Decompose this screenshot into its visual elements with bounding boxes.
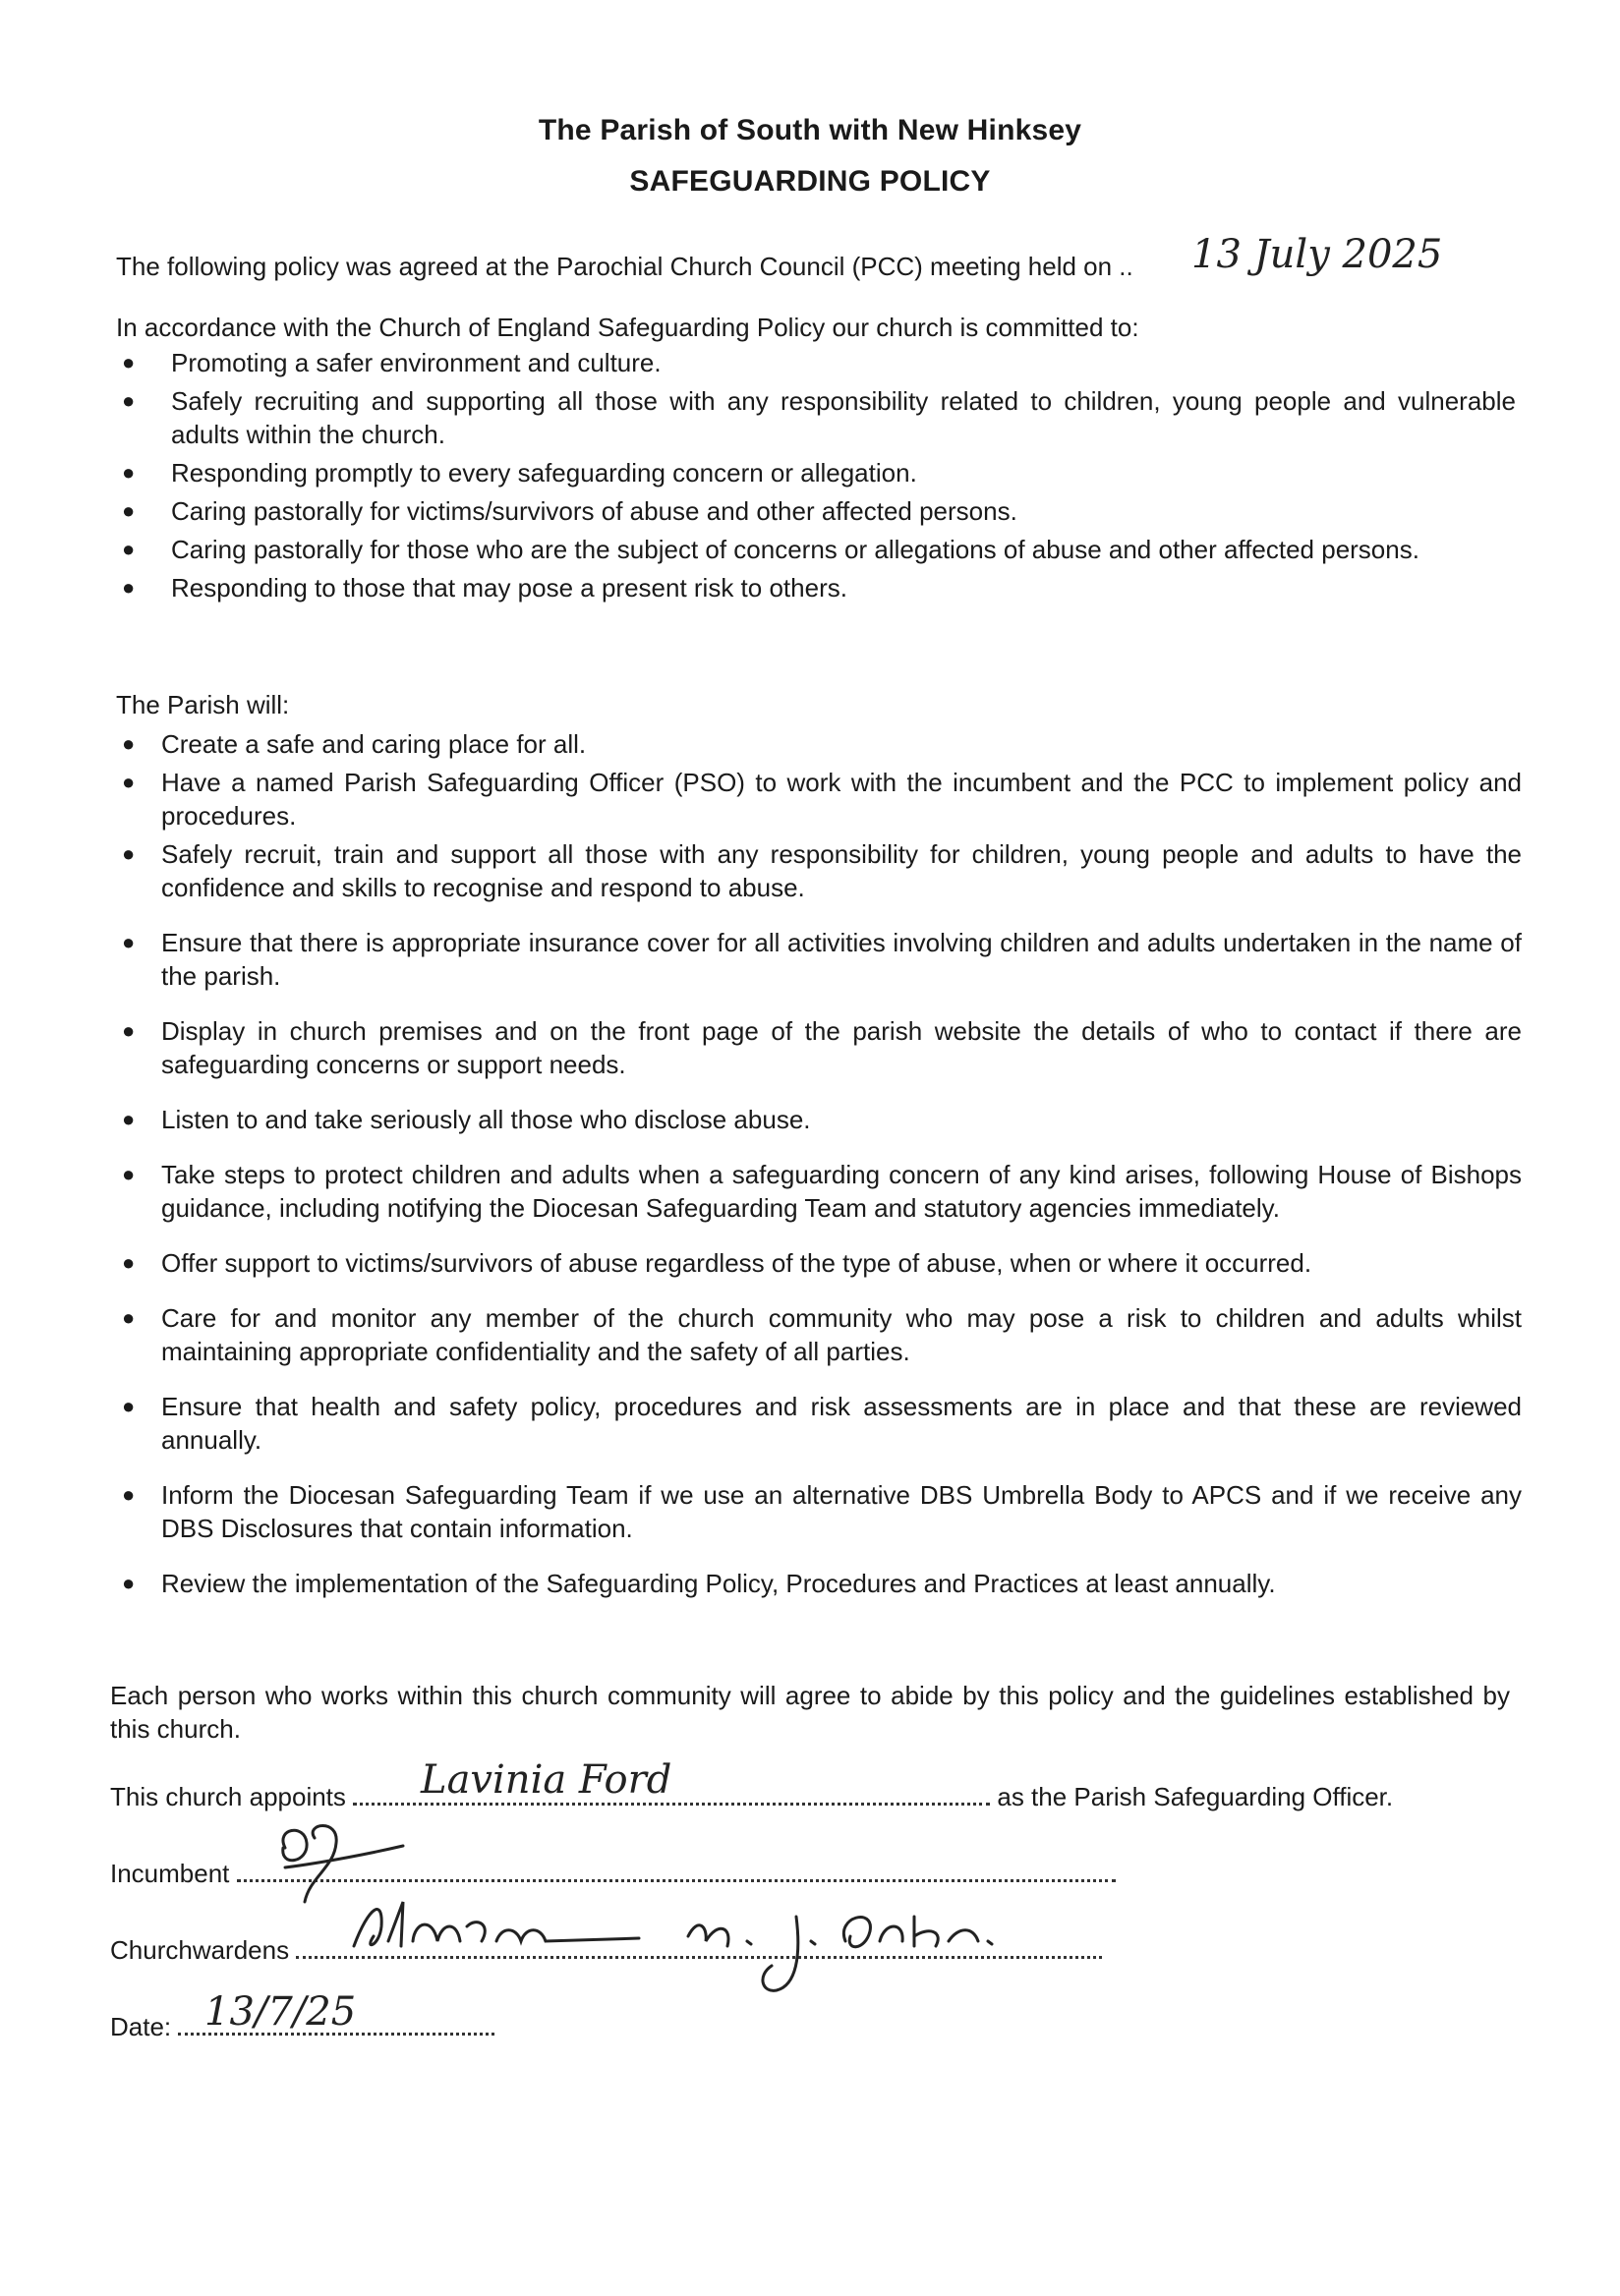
bullet-icon: ●	[122, 1571, 136, 1595]
churchwarden-signature-2	[678, 1897, 1012, 2005]
churchwardens-label: Churchwardens	[110, 1935, 290, 1965]
date-label: Date:	[110, 2012, 172, 2041]
appoints-prefix: This church appoints	[110, 1782, 346, 1811]
list-item: ● Caring pastorally for victims/survivors of abuse and other affected persons.	[122, 496, 1017, 526]
bullet-icon: ●	[122, 770, 136, 794]
list-item: ● Review the implementation of the Safeguarding Policy, Procedures and Practices at least annually.	[122, 1569, 1276, 1598]
parish-title: The Parish of South with New Hinksey	[538, 114, 1082, 146]
parish-will-list	[116, 727, 1522, 1605]
list-item: ● Offer support to victims/survivors of abuse regardless of the type of abuse, when or where it occurred.	[122, 1248, 1312, 1278]
commitments-list	[116, 346, 1516, 609]
incumbent-label: Incumbent	[110, 1859, 230, 1888]
agreed-text: The following policy was agreed at the Parochial Church Council (PCC) meeting held on ..	[116, 252, 1133, 281]
bullet-icon: ●	[122, 930, 136, 954]
list-item: ● Care for and monitor any member of the church community who may pose a risk to children and adults whilst maintaining appropriate confidentiality and the safety of all parties.	[122, 1303, 1522, 1366]
bullet-icon: ●	[122, 1250, 136, 1275]
list-item: ● Safely recruit, train and support all those with any responsibility for children, young people and adults to have the confidence and skills to recognise and respond to abuse.	[122, 839, 1522, 902]
list-item: ● Create a safe and caring place for all.	[122, 729, 587, 759]
list-item: ● Take steps to protect children and adults when a safeguarding concern of any kind arises, following House of Bishops guidance, including notifying the Diocesan Safeguarding Team and statutory agencies immediately.	[122, 1160, 1522, 1223]
churchwarden-signature-1	[344, 1897, 659, 1966]
closing-statement: Each person who works within this church community will agree to abide by this policy and the guidelines established by this church.	[110, 1681, 1510, 1744]
policy-title: SAFEGUARDING POLICY	[629, 165, 991, 198]
bullet-icon: ●	[122, 1018, 136, 1043]
bullet-icon: ●	[122, 1162, 136, 1186]
bullet-icon: ●	[122, 731, 136, 756]
commitment-statement: In accordance with the Church of England Safeguarding Policy our church is committed to:	[116, 313, 1139, 342]
bullet-icon: ●	[122, 350, 136, 374]
date-handwritten: 13/7/25	[204, 1989, 357, 2035]
bullet-icon: ●	[122, 1394, 136, 1418]
bullet-icon: ●	[122, 388, 136, 413]
appoints-suffix: as the Parish Safeguarding Officer.	[997, 1782, 1394, 1811]
agreed-statement	[116, 250, 1133, 283]
bullet-icon: ●	[122, 841, 136, 866]
bullet-icon: ●	[122, 1107, 136, 1131]
list-item: ● Ensure that health and safety policy, procedures and risk assessments are in place and that these are reviewed annually.	[122, 1392, 1522, 1455]
appointee-handwritten: Lavinia Ford	[421, 1757, 672, 1803]
bullet-icon: ●	[122, 537, 136, 561]
list-item: ● Responding promptly to every safeguarding concern or allegation.	[122, 458, 917, 488]
list-item: ● Have a named Parish Safeguarding Officer (PSO) to work with the incumbent and the PCC to implement policy and procedures.	[122, 768, 1522, 831]
list-item: ● Inform the Diocesan Safeguarding Team if we use an alternative DBS Umbrella Body to APCS and if we receive any DBS Disclosures that contain information.	[122, 1480, 1522, 1543]
bullet-icon: ●	[122, 575, 136, 600]
bullet-icon: ●	[122, 1305, 136, 1330]
list-item: ● Caring pastorally for those who are the subject of concerns or allegations of abuse and other affected persons.	[122, 535, 1419, 564]
list-item: ● Promoting a safer environment and culture.	[122, 348, 662, 377]
bullet-icon: ●	[122, 460, 136, 485]
parish-will-heading: The Parish will:	[116, 690, 290, 719]
list-item: ● Listen to and take seriously all those who disclose abuse.	[122, 1105, 811, 1134]
list-item: ● Safely recruiting and supporting all those with any responsibility related to children, young people and vulnerable adults within the church.	[122, 386, 1516, 449]
list-item: ● Responding to those that may pose a present risk to others.	[122, 573, 847, 603]
bullet-icon: ●	[122, 498, 136, 523]
bullet-icon: ●	[122, 1482, 136, 1507]
meeting-date-handwritten: 13 July 2025	[1191, 232, 1443, 277]
list-item: ● Ensure that there is appropriate insurance cover for all activities involving children and adults undertaken in the name of the parish.	[122, 928, 1522, 991]
list-item: ● Display in church premises and on the front page of the parish website the details of who to contact if there are safeguarding concerns or support needs.	[122, 1016, 1522, 1079]
